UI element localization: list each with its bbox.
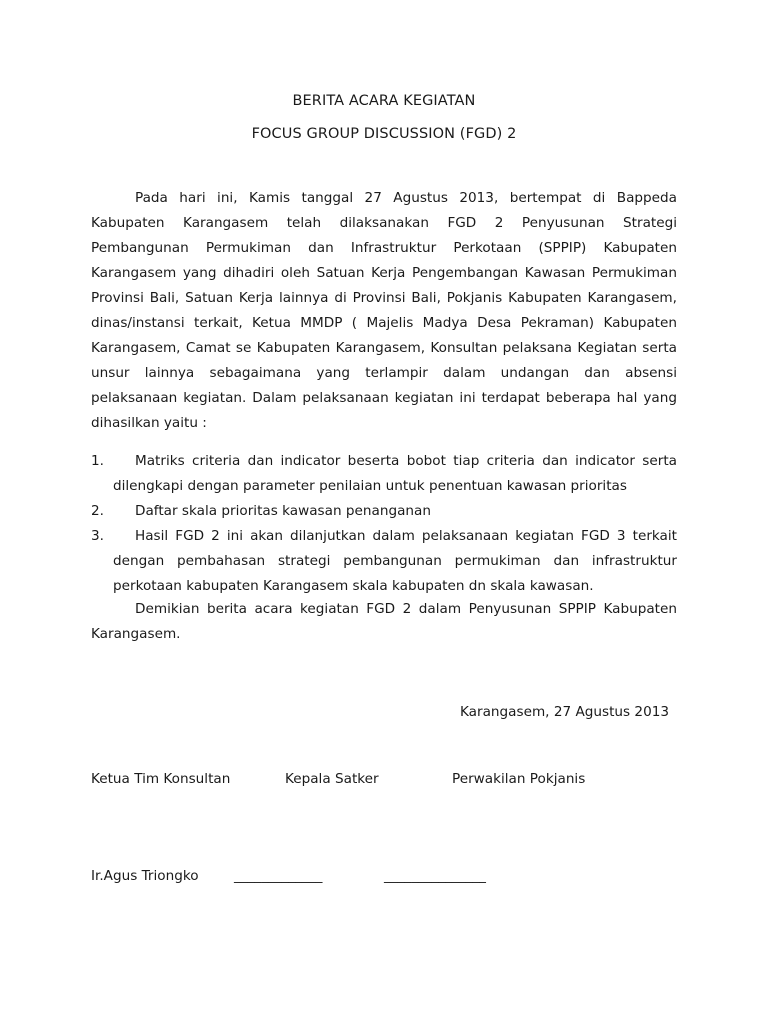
results-list [91, 449, 677, 599]
list-item-number: 3. [91, 528, 104, 544]
document-title: BERITA ACARA KEGIATAN [292, 93, 476, 109]
place-date: Karangasem, 27 Agustus 2013 [460, 704, 670, 720]
closing-paragraph [91, 597, 677, 647]
signatory-role-satker: Kepala Satker [285, 771, 379, 787]
signatory-role-consultant: Ketua Tim Konsultan [91, 771, 231, 787]
list-item [91, 499, 677, 524]
document-subtitle: FOCUS GROUP DISCUSSION (FGD) 2 [251, 126, 517, 142]
intro-text: Pada hari ini, Kamis tanggal 27 Agustus 2013, bertempat di Bappeda Kabupaten Karangasem telah dilaksanakan FGD 2 Penyusunan Strategi Pembangunan Permukiman dan Infrastruktur Perkotaan (SPPIP) Kabupaten Karangasem yang dihadiri oleh Satuan Kerja Pengembangan Kawasan Permukiman Provinsi Bali, Satuan Kerja lainnya di Provinsi Bali, Pokjanis Kabupaten Karangasem, dinas/instansi terkait, Ketua MMDP ( Majelis Madya Desa Pekraman) Kabupaten Karangasem, Camat se Kabupaten Karangasem, Konsultan pelaksana Kegiatan serta unsur lainnya sebagaimana yang terlampir dalam undangan dan absensi pelaksanaan kegiatan. Dalam pelaksanaan kegiatan ini terdapat beberapa hal yang dihasilkan yaitu : [91, 190, 677, 431]
signatory-blank-pokjanis: _______________ [384, 868, 486, 884]
intro-paragraph [91, 186, 677, 436]
list-item-text: Daftar skala prioritas kawasan penanganan [135, 503, 431, 519]
list-item-text: Hasil FGD 2 ini akan dilanjutkan dalam pelaksanaan kegiatan FGD 3 terkait dengan pembahasan strategi pembangunan permukiman dan infrastruktur perkotaan kabupaten Karangasem skala kabupaten dn skala kawasan. [113, 528, 677, 594]
signatory-name-consultant: Ir.Agus Triongko [91, 868, 199, 884]
list-item [91, 449, 677, 499]
closing-text: Demikian berita acara kegiatan FGD 2 dalam Penyusunan SPPIP Kabupaten Karangasem. [91, 601, 677, 642]
list-item-number: 1. [91, 453, 104, 469]
list-item-number: 2. [91, 503, 104, 519]
list-item-text: Matriks criteria dan indicator beserta bobot tiap criteria dan indicator serta dilengkapi dengan parameter penilaian untuk penentuan kawasan prioritas [113, 453, 677, 494]
signatory-blank-satker: _____________ [234, 868, 323, 884]
signatory-role-pokjanis: Perwakilan Pokjanis [452, 771, 586, 787]
list-item [91, 524, 677, 599]
